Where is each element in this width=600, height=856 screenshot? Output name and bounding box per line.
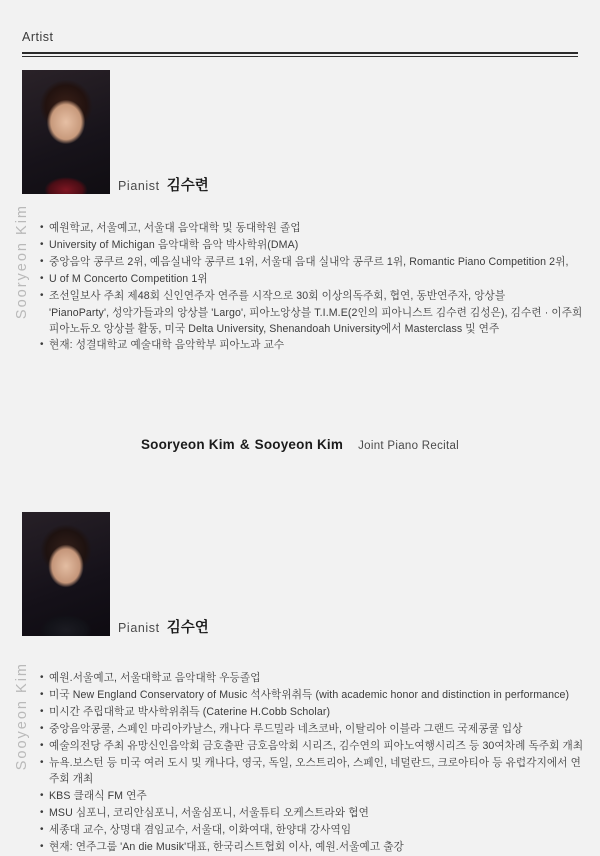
recital-title — [0, 437, 600, 452]
artist-bio-list — [40, 670, 585, 856]
page-header — [22, 30, 578, 57]
header-rule-thin — [22, 56, 578, 57]
artist-role: Pianist — [118, 621, 160, 635]
artist-role: Pianist — [118, 179, 160, 193]
header-rule-thick — [22, 52, 578, 54]
list-item: • University of Michigan 음악대학 음악 박사학위(DMA) — [40, 237, 585, 253]
list-item-continuation: 'PianoParty', 성악가들과의 앙상블 'Largo', 피아노앙상블 T.I.M.E(2인의 피아니스트 김수련 김성은), 김수련 · 이주희 — [49, 307, 583, 319]
artist-side-name: Sooyeon Kim — [14, 662, 30, 771]
artist-name-line — [118, 174, 209, 195]
list-item: • 중앙음악 콩쿠르 2위, 예음실내악 콩쿠르 1위, 서울대 음대 실내악 콩쿠르 1위, Romantic Piano Competition 2위, — [40, 254, 585, 270]
list-item: • 중앙음악콩쿨, 스페인 마리아카날스, 캐나다 루드밀라 네츠코바, 이탈리아 이블라 그랜드 국제콩쿨 입상 — [40, 721, 585, 737]
list-item: • 미국 New England Conservatory of Music 석사학위취득 (with academic honor and distinction in performance) — [40, 687, 585, 703]
list-item: • MSU 심포니, 코리안심포니, 서울심포니, 서울튜티 오케스트라와 협연 — [40, 805, 585, 821]
list-item: • 뉴욕.보스턴 등 미국 여러 도시 및 캐나다, 영국, 독일, 오스트리아, 스페인, 네덜란드, 크로아티아 등 유럽각지에서 연주회 개최 — [40, 755, 585, 787]
recital-artist-1: Sooryeon Kim — [140, 437, 235, 452]
page-title: Artist — [22, 30, 54, 44]
recital-ampersand: & — [239, 437, 250, 452]
list-item-continuation: 피아노듀오 앙상블 활동, 미국 Delta University, Shenandoah University에서 Masterclass 및 연주 — [49, 323, 500, 335]
list-item: • 예원학교, 서울예고, 서울대 음악대학 및 동대학원 졸업 — [40, 220, 585, 236]
list-item: • 세종대 교수, 상명대 겸임교수, 서울대, 이화여대, 한양대 강사역임 — [40, 822, 585, 838]
artist-name-korean: 김수연 — [166, 620, 209, 636]
list-item: • KBS 클래식 FM 연주 — [40, 788, 585, 804]
list-item: • U of M Concerto Competition 1위 — [40, 271, 585, 287]
list-item: • 현재: 성결대학교 예술대학 음악학부 피아노과 교수 — [40, 337, 585, 353]
artist-side-name: Sooryeon Kim — [14, 204, 30, 320]
artist-name-line — [118, 616, 209, 637]
list-item: • 예원.서울예고, 서울대학교 음악대학 우등졸업 — [40, 670, 585, 686]
artist-photo-image — [22, 70, 110, 194]
artist-photo — [22, 70, 110, 194]
list-item: • 예술의전당 주최 유망신인음악회 금호출판 금호음악회 시리즈, 김수연의 피아노여행시리즈 등 30여차례 독주회 개최 — [40, 738, 585, 754]
artist-name-korean: 김수련 — [166, 178, 209, 194]
list-item: • 미시간 주립대학교 박사학위취득 (Caterine H.Cobb Scholar) — [40, 704, 585, 720]
artist-bio-list — [40, 220, 585, 354]
recital-subtitle: Joint Piano Recital — [358, 440, 460, 452]
artist-photo — [22, 512, 110, 636]
recital-artist-2: Sooyeon Kim — [254, 437, 344, 452]
artist-photo-image — [22, 512, 110, 636]
list-item: • 조선일보사 주최 제48회 신인연주자 연주를 시작으로 30회 이상의독주회, 협연, 동반연주자, 앙상블 — [40, 288, 585, 304]
list-item: • 현재: 연주그룹 'An die Musik'대표, 한국리스트협회 이사, 예원.서울예고 출강 — [40, 839, 585, 855]
